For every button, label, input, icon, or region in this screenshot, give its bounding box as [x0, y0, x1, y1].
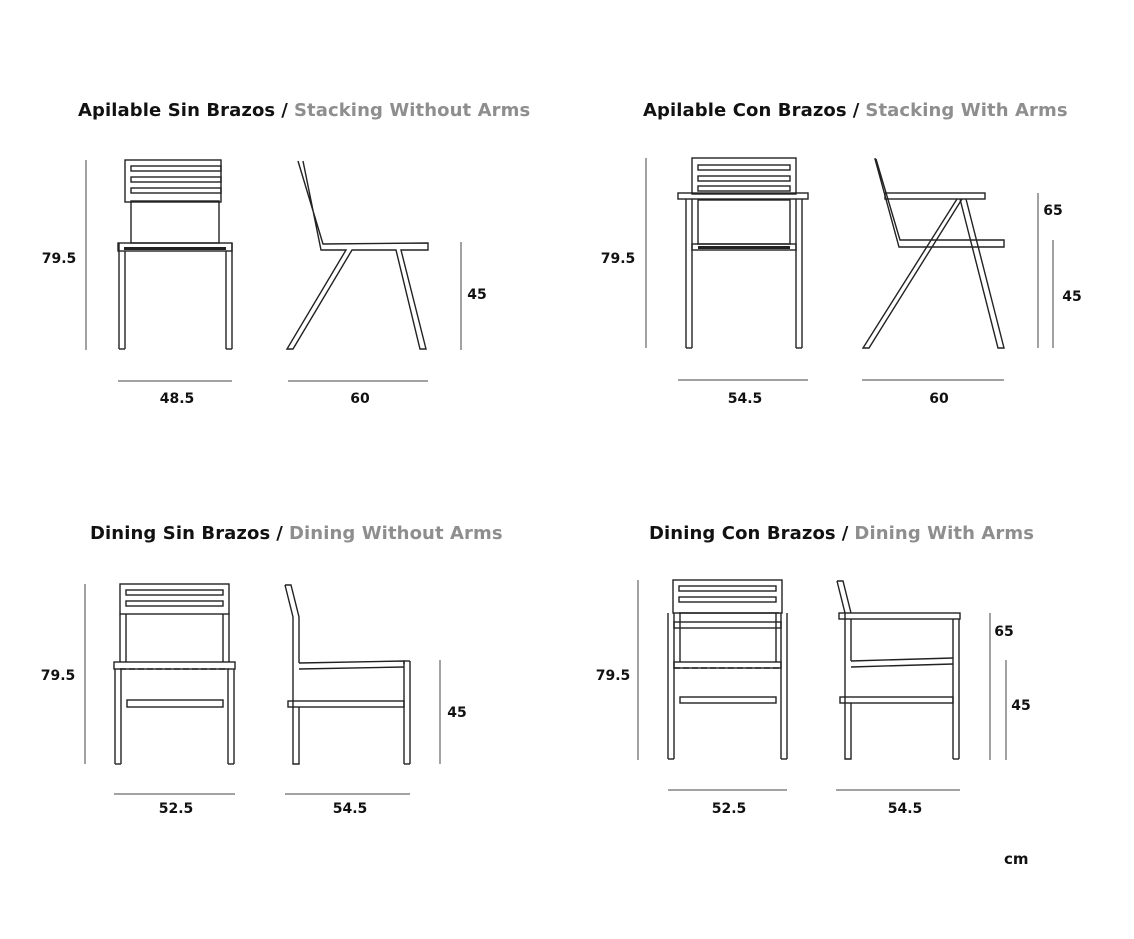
title-es: Apilable Sin Brazos [78, 100, 276, 121]
title-separator: / [276, 523, 283, 544]
side-view-dining-with-arms [837, 581, 960, 759]
title-en: Dining Without Arms [288, 523, 503, 544]
height-label: 79.5 [600, 251, 636, 267]
arm-height-label: 65 [994, 624, 1014, 640]
front-width-label: 48.5 [159, 391, 195, 407]
side-view-stacking-with-arms [863, 159, 1004, 348]
front-view-stacking-with-arms [678, 158, 808, 348]
title-en: Dining With Arms [854, 523, 1035, 544]
seat-height-label: 45 [1062, 289, 1082, 305]
side-depth-label: 60 [350, 391, 370, 407]
title-es: Dining Sin Brazos [90, 523, 271, 544]
title-es: Dining Con Brazos [649, 523, 836, 544]
front-view-dining-without-arms [114, 584, 235, 764]
side-depth-label: 54.5 [887, 801, 923, 817]
front-width-label: 52.5 [158, 801, 194, 817]
title-separator: / [852, 100, 860, 121]
front-view-stacking-without-arms [118, 160, 232, 349]
unit-label: cm [1004, 850, 1029, 868]
arm-height-label: 65 [1043, 203, 1063, 219]
side-depth-label: 54.5 [332, 801, 368, 817]
height-label: 79.5 [595, 668, 631, 684]
title-es: Apilable Con Brazos [643, 100, 847, 121]
height-label: 79.5 [41, 251, 77, 267]
seat-height-label: 45 [467, 287, 487, 303]
front-width-label: 52.5 [711, 801, 747, 817]
title-separator: / [841, 523, 849, 544]
side-depth-label: 60 [929, 391, 949, 407]
side-view-stacking-without-arms [287, 161, 428, 349]
front-view-dining-with-arms [668, 580, 787, 759]
seat-height-label: 45 [447, 705, 467, 721]
title-en: Stacking With Arms [865, 100, 1068, 121]
side-view-dining-without-arms [285, 585, 410, 764]
dimension-lines-panel-4 [638, 580, 1006, 790]
title-en: Stacking Without Arms [293, 100, 531, 121]
title-separator: / [281, 100, 288, 121]
height-label: 79.5 [40, 668, 76, 684]
seat-height-label: 45 [1011, 698, 1031, 714]
dimension-lines-panel-3 [85, 584, 440, 794]
front-width-label: 54.5 [727, 391, 763, 407]
